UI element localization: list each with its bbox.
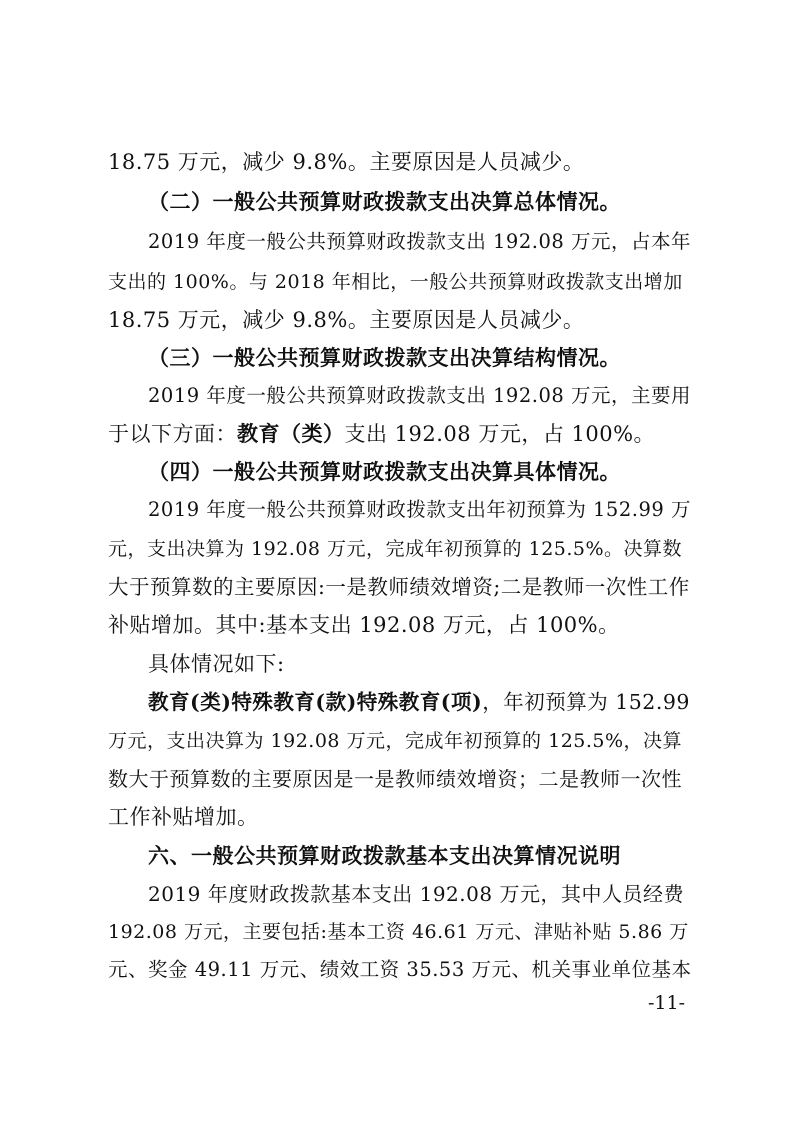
bold-segment: 教育(类)特殊教育(款)特殊教育(项)	[148, 690, 483, 714]
text-line	[148, 688, 693, 716]
page-number: -11-	[648, 992, 686, 1014]
text-segment: ，年初预算为 152.99	[482, 690, 690, 714]
text-segment: 支出 192.08 万元，占 100%。	[344, 422, 656, 446]
text-line: 192.08 万元，主要包括:基本工资 46.61 万元、津贴补贴 5.86 万	[108, 921, 689, 943]
section-heading: （四）一般公共预算财政拨款支出决算具体情况。	[148, 459, 621, 484]
text-line: 2019 年度一般公共预算财政拨款支出 192.08 万元，主要用	[148, 384, 691, 407]
text-line: 工作补贴增加。	[108, 805, 259, 829]
text-line: 大于预算数的主要原因:一是教师绩效增资;二是教师一次性工作	[108, 575, 690, 599]
text-segment: 于以下方面：	[108, 422, 237, 446]
text-line: 补贴增加。其中:基本支出 192.08 万元，占 100%。	[108, 613, 620, 637]
text-line: 支出的 100%。与 2018 年相比，一般公共预算财政拨款支出增加	[108, 271, 683, 293]
text-line: 2019 年度财政拨款基本支出 192.08 万元，其中人员经费	[148, 882, 684, 906]
text-line: 万元，支出决算为 192.08 万元，完成年初预算的 125.5%，决算	[108, 730, 683, 752]
text-line: 2019 年度一般公共预算财政拨款支出年初预算为 152.99 万	[148, 498, 691, 521]
section-heading: （三）一般公共预算财政拨款支出决算结构情况。	[148, 345, 621, 370]
text-line: 18.75 万元，减少 9.8%。主要原因是人员减少。	[108, 308, 585, 332]
text-line: 元、奖金 49.11 万元、绩效工资 35.53 万元、机关事业单位基本	[108, 958, 692, 981]
section-heading: （二）一般公共预算财政拨款支出决算总体情况。	[148, 189, 621, 214]
text-line: 具体情况如下:	[148, 652, 285, 676]
text-line: 元，支出决算为 192.08 万元，完成年初预算的 125.5%。决算数	[108, 538, 683, 560]
text-line: 2019 年度一般公共预算财政拨款支出 192.08 万元，占本年	[148, 230, 691, 253]
bold-segment: 教育（类）	[237, 421, 345, 446]
section-heading: 六、一般公共预算财政拨款基本支出决算情况说明	[148, 843, 621, 868]
text-line	[108, 420, 693, 448]
text-line: 18.75 万元，减少 9.8%。主要原因是人员减少。	[108, 150, 585, 174]
text-line: 数大于预算数的主要原因是一是教师绩效增资；二是教师一次性	[108, 767, 682, 791]
